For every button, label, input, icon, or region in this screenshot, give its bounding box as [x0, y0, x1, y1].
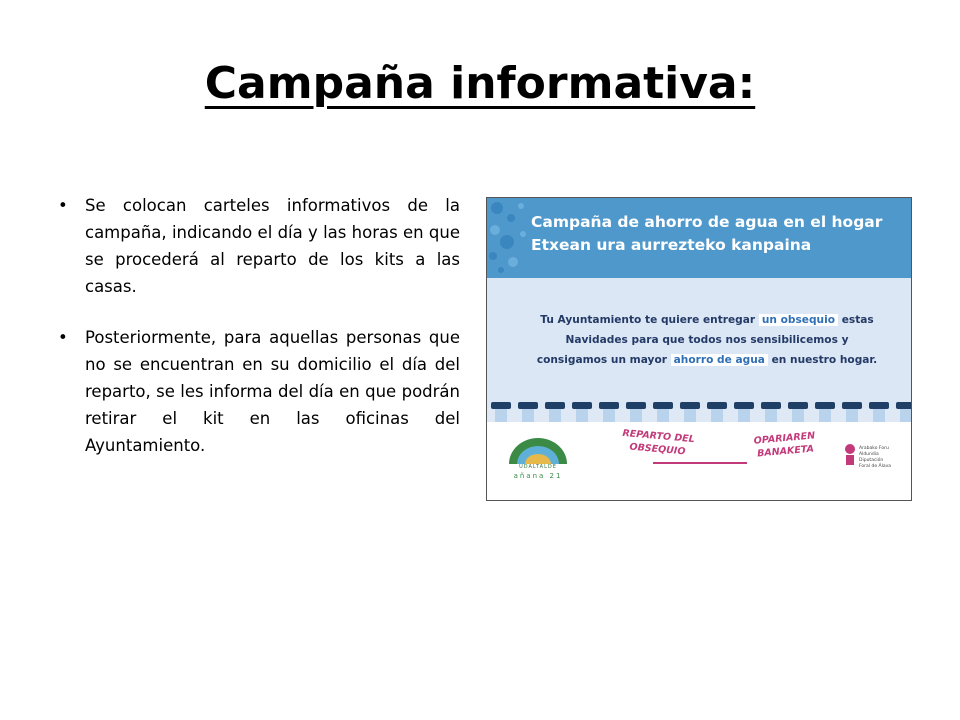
bottle-cap [842, 402, 862, 409]
message-text: en nuestro hogar. [771, 354, 878, 366]
bottle-neck [792, 409, 804, 423]
bottle-cap [896, 402, 911, 409]
globe-logo-icon [507, 436, 569, 466]
bottle-cap [707, 402, 727, 409]
bottle-neck [846, 409, 858, 423]
poster-header [487, 198, 911, 278]
footer-line-text: BANAKETA [756, 443, 815, 460]
footer-separator-line [653, 462, 747, 464]
footer-line-text: REPARTO DEL [622, 427, 696, 446]
bullet-text: Se colocan carteles informativos de la campaña, indicando el día y las horas en que se procederá al reparto de los kits a las casas. [85, 196, 460, 296]
bullet-list [58, 192, 460, 483]
bottle-neck [603, 409, 615, 423]
poster-footer [487, 422, 911, 501]
bottle-cap [491, 402, 511, 409]
footer-line-text: OBSEQUIO [629, 441, 686, 458]
bottle-neck [657, 409, 669, 423]
bottle-cap [653, 402, 673, 409]
message-text: estas [841, 314, 874, 326]
logo-right-text [859, 446, 909, 470]
message-text: consigamos un mayor [536, 354, 667, 366]
logo-right-line: Foral de Álava [859, 464, 892, 469]
bottle-neck [549, 409, 561, 423]
message-highlight: un obsequio [759, 314, 838, 326]
poster-title-eu: Etxean ura aurrezteko kanpaina [531, 236, 812, 254]
logo-right-line: Arabako Foru [859, 446, 889, 451]
bottle-neck [819, 409, 831, 423]
bottle-cap [761, 402, 781, 409]
logo-right-line: Diputación [859, 458, 884, 463]
footer-text-eu [744, 429, 826, 462]
bottle-cap [599, 402, 619, 409]
bottle-cap [734, 402, 754, 409]
bottle-cap [626, 402, 646, 409]
bottle-neck [765, 409, 777, 423]
bottle-neck [738, 409, 750, 423]
bottle-neck [684, 409, 696, 423]
bottle-cap [545, 402, 565, 409]
bottle-cap [788, 402, 808, 409]
message-line [517, 350, 897, 370]
slide-title: Campaña informativa: [204, 58, 756, 109]
bullet-dot: • [58, 328, 68, 347]
logo-left-top-text: UDALTALDE [519, 464, 557, 470]
bullet-dot: • [58, 196, 68, 215]
poster-title-es: Campaña de ahorro de agua en el hogar [531, 213, 883, 231]
bullet-item [58, 324, 460, 459]
footer-line-text: OPARIAREN [753, 430, 816, 447]
bottle-cap [680, 402, 700, 409]
bottle-neck [495, 409, 507, 423]
bottle-cap [869, 402, 889, 409]
bottle-cap [572, 402, 592, 409]
bottle-neck [522, 409, 534, 423]
poster-message [517, 310, 897, 370]
logo-left-bottom-text: añana 21 [513, 472, 563, 480]
message-highlight: ahorro de agua [671, 354, 768, 366]
bottle-cap [518, 402, 538, 409]
message-line: Navidades para que todos nos sensibilicemos y [565, 334, 849, 346]
footer-text-es [612, 426, 704, 460]
logo-right-line: Aldundia [859, 452, 879, 457]
poster-body [487, 278, 911, 408]
bullet-item [58, 192, 460, 300]
message-line [517, 310, 897, 330]
message-text: Tu Ayuntamiento te quiere entregar [540, 314, 756, 326]
bottle-cap [815, 402, 835, 409]
diputacion-crest-icon [843, 442, 857, 472]
bottle-neck [630, 409, 642, 423]
campaign-poster-image [486, 197, 912, 501]
bullet-text: Posteriormente, para aquellas personas que no se encuentran en su domicilio el día del reparto, se les informa del día en que podrán retirar el kit en las oficinas del Ayuntamiento. [85, 328, 460, 455]
bottle-neck [900, 409, 911, 423]
bottle-neck [711, 409, 723, 423]
bottle-neck [576, 409, 588, 423]
bottle-neck [873, 409, 885, 423]
